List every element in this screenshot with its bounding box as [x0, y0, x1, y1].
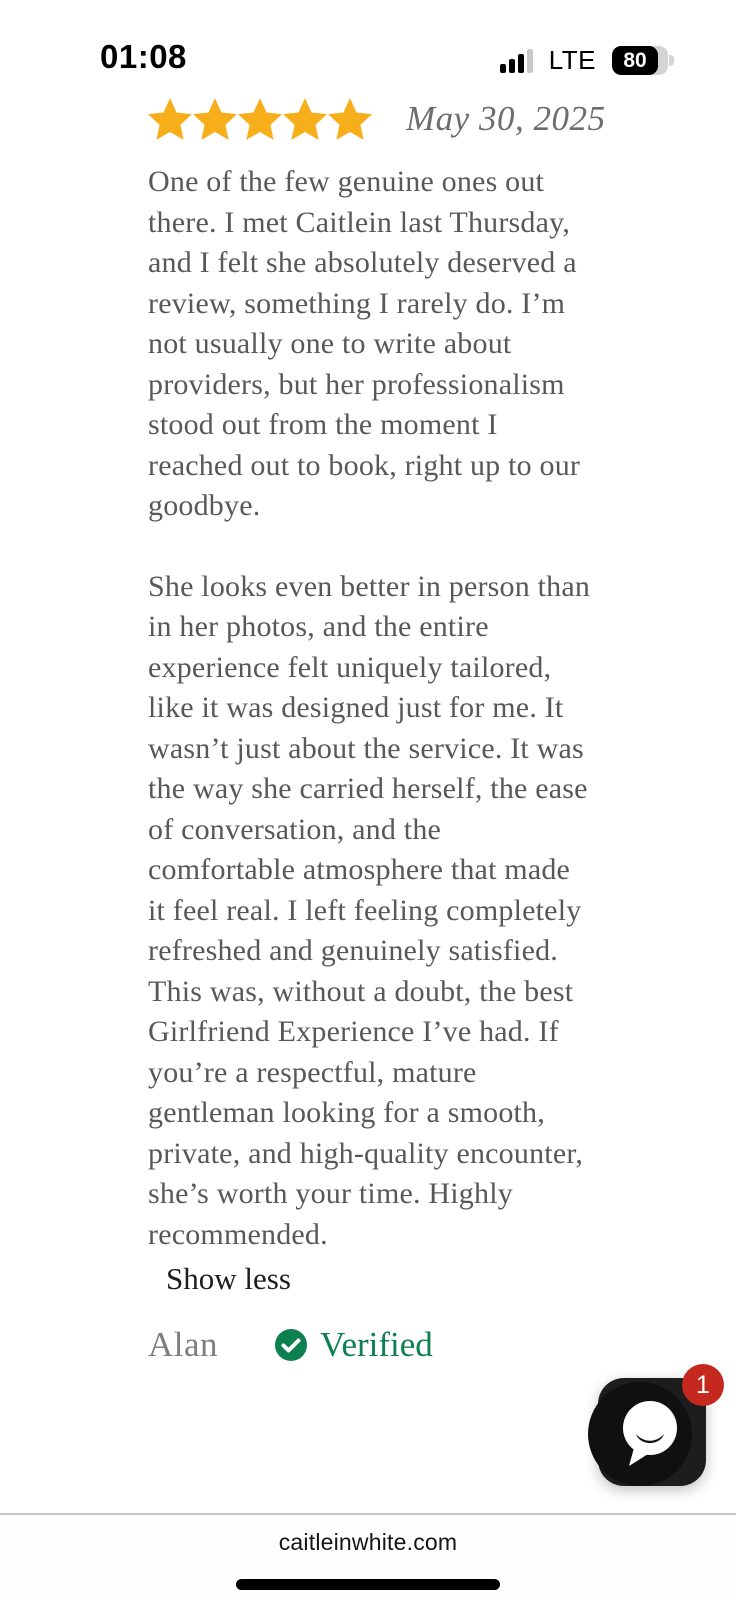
verified-badge	[274, 1325, 433, 1365]
verified-label: Verified	[320, 1325, 433, 1364]
review-card	[148, 90, 606, 1365]
status-time: 01:08	[100, 38, 187, 75]
review-date: May 30, 2025	[406, 99, 606, 138]
show-less-button[interactable]: Show less	[166, 1261, 291, 1296]
cellular-signal-icon	[500, 49, 533, 73]
review-paragraph-2: She looks even better in person than in her photos, and the entire experience felt uniquely tailored, like it was designed just for me. It wasn’t just about the service. It was the way she carried herself, the ease of conversation, and the comfortable atmosphere that made it feel real. I left feeling completely refreshed and genuinely satisfied. This was, without a doubt, the best Girlfriend Experience I’ve had. If you’re a respectful, mature gentleman looking for a smooth, private, and high-quality encounter, she’s worth your time. Highly recommended.	[148, 569, 591, 1251]
rating-row	[148, 96, 606, 142]
home-indicator[interactable]	[236, 1579, 500, 1590]
battery-percent: 80	[623, 48, 647, 72]
reviewer-row	[148, 1325, 592, 1365]
network-type-label: LTE	[548, 45, 596, 75]
chat-launcher-button[interactable]	[598, 1370, 710, 1486]
chat-bubble-icon	[616, 1398, 688, 1477]
reviewer-name: Alan	[148, 1325, 219, 1364]
status-bar	[0, 0, 736, 90]
battery-icon	[612, 46, 674, 75]
chat-unread-badge: 1	[682, 1364, 724, 1406]
verified-check-icon	[274, 1328, 308, 1362]
browser-address-bar[interactable]	[0, 1513, 736, 1600]
review-paragraph-1: One of the few genuine ones out there. I met Caitlein last Thursday, and I felt she absolutely deserved a review, something I rarely do. I’m not usually one to write about providers, but her professionalism stood out from the moment I reached out to book, right up to our goodbye.	[148, 165, 581, 522]
five-star-rating-icon	[148, 98, 372, 140]
status-icons	[500, 45, 696, 76]
browser-domain: caitleinwhite.com	[278, 1529, 458, 1555]
